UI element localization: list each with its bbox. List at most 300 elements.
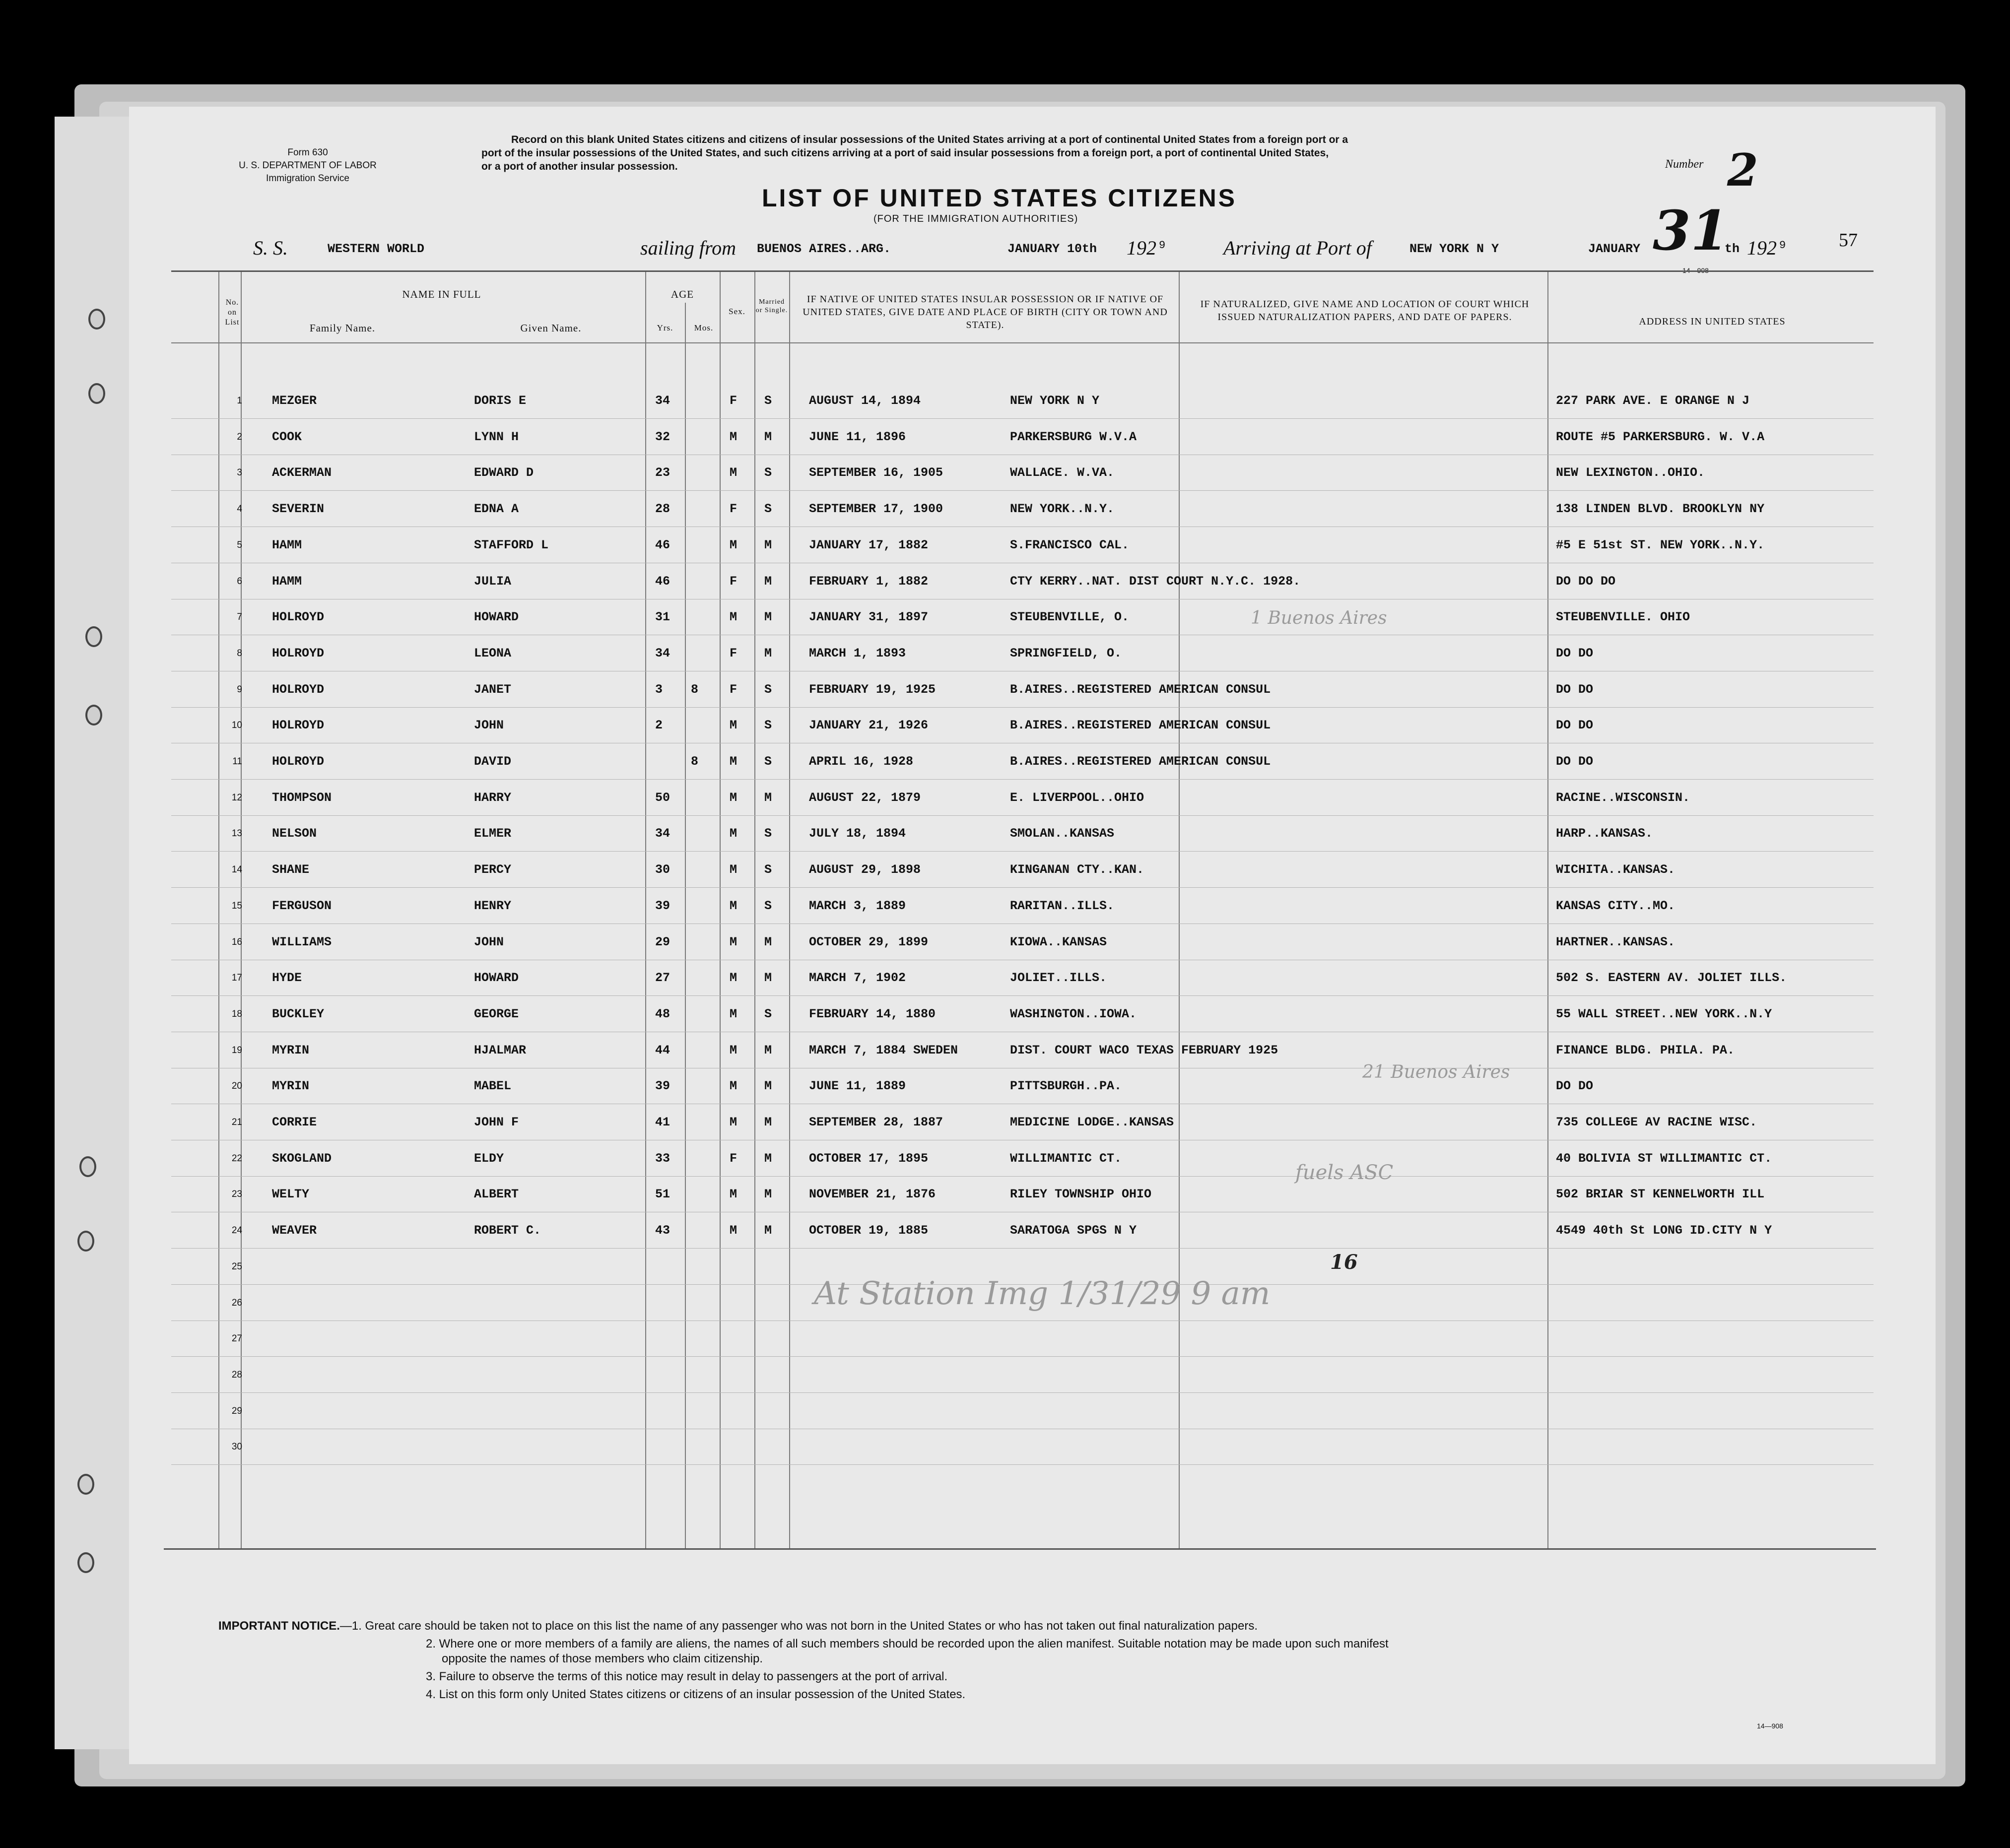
- arrive-year-digit: 9: [1779, 239, 1786, 252]
- ss-label: S. S.: [253, 237, 288, 259]
- cell-family: HAMM: [272, 538, 302, 552]
- cell-addr: DO DO DO: [1556, 574, 1616, 589]
- row-number: 2: [237, 432, 242, 442]
- cell-ms: M: [764, 791, 772, 805]
- cell-yrs: 48: [655, 1007, 670, 1021]
- arriving-label: Arriving at Port of: [1223, 237, 1372, 259]
- cell-sex: F: [730, 682, 737, 697]
- cell-yrs: 43: [655, 1223, 670, 1238]
- cell-date: JANUARY 31, 1897: [809, 610, 929, 624]
- notice-item-1: —1. Great care should be taken not to place on this list the name of any passenger who was not born in the United States or who has not taken out final naturalization papers.: [339, 1619, 1258, 1633]
- sailing-label: sailing from: [640, 237, 736, 259]
- cell-given: ROBERT C.: [474, 1223, 541, 1238]
- cell-family: MYRIN: [272, 1043, 310, 1057]
- cell-given: HOWARD: [474, 610, 519, 624]
- row-rule: [171, 707, 1874, 708]
- cell-date: SEPTEMBER 28, 1887: [809, 1115, 943, 1129]
- cell-given: DORIS E: [474, 394, 527, 408]
- row-number: 24: [231, 1225, 242, 1236]
- cell-sex: M: [730, 718, 737, 732]
- cell-family: WEAVER: [272, 1223, 317, 1238]
- cell-date: FEBRUARY 1, 1882: [809, 574, 929, 589]
- cell-place: E. LIVERPOOL..OHIO: [1010, 791, 1144, 805]
- cell-addr: 40 BOLIVIA ST WILLIMANTIC CT.: [1556, 1151, 1772, 1166]
- row-rule: [171, 1464, 1874, 1465]
- form-info: [218, 146, 397, 185]
- row-number: 4: [237, 504, 242, 514]
- cell-family: CORRIE: [272, 1115, 317, 1129]
- row-number: 8: [237, 648, 242, 659]
- col-divider: [1179, 272, 1180, 1548]
- cell-family: MEZGER: [272, 394, 317, 408]
- cell-family: WILLIAMS: [272, 935, 332, 949]
- cell-yrs: 39: [655, 1079, 670, 1093]
- important-notice: [218, 1619, 1846, 1702]
- cell-mos: 8: [691, 682, 699, 697]
- cell-ms: M: [764, 1043, 772, 1057]
- cell-date: JUNE 11, 1896: [809, 430, 906, 444]
- row-rule: [171, 887, 1874, 888]
- col-header-naturalized: IF NATURALIZED, GIVE NAME AND LOCATION OF COURT WHICH ISSUED NATURALIZATION PAPERS, AND DATE OF PAPERS.: [1200, 299, 1530, 323]
- port-to: NEW YORK N Y: [1409, 242, 1499, 256]
- cell-sex: F: [730, 1151, 737, 1166]
- cell-yrs: 34: [655, 826, 670, 841]
- cell-ms: S: [764, 682, 772, 697]
- cell-given: LYNN H: [474, 430, 519, 444]
- cell-sex: F: [730, 574, 737, 589]
- cell-family: HOLROYD: [272, 754, 325, 769]
- col-header-address: ADDRESS IN UNITED STATES: [1639, 316, 1786, 327]
- cell-date: OCTOBER 19, 1885: [809, 1223, 929, 1238]
- col-divider: [754, 272, 755, 1548]
- cell-yrs: 28: [655, 502, 670, 516]
- arrival-day-handwritten: 31: [1653, 198, 1729, 263]
- row-rule: [171, 1356, 1874, 1357]
- cell-place: STEUBENVILLE, O.: [1010, 610, 1130, 624]
- row-number: 21: [231, 1117, 242, 1127]
- cell-date: MARCH 3, 1889: [809, 899, 906, 913]
- cell-ms: M: [764, 430, 772, 444]
- cell-ms: M: [764, 1151, 772, 1166]
- binder-hole: [88, 309, 105, 330]
- cell-addr: RACINE..WISCONSIN.: [1556, 791, 1690, 805]
- cell-addr: DO DO: [1556, 718, 1594, 732]
- row-rule: [171, 418, 1874, 419]
- cell-place: PARKERSBURG W.V.A: [1010, 430, 1137, 444]
- cell-yrs: 51: [655, 1187, 670, 1201]
- row-number: 7: [237, 612, 242, 622]
- department-name: U. S. DEPARTMENT OF LABOR: [239, 160, 377, 171]
- col-divider: [685, 303, 686, 1548]
- cell-addr: 227 PARK AVE. E ORANGE N J: [1556, 394, 1750, 408]
- cell-family: HYDE: [272, 971, 302, 985]
- row-number: 3: [237, 467, 242, 478]
- row-rule: [171, 995, 1874, 996]
- cell-place: S.FRANCISCO CAL.: [1010, 538, 1130, 552]
- cell-sex: M: [730, 465, 737, 480]
- cell-given: PERCY: [474, 862, 512, 877]
- cell-given: JOHN F: [474, 1115, 519, 1129]
- row-number: 28: [231, 1370, 242, 1380]
- arrive-day-suffix: th: [1725, 242, 1740, 256]
- cell-addr: DO DO: [1556, 646, 1594, 660]
- cell-given: GEORGE: [474, 1007, 519, 1021]
- cell-date: JANUARY 21, 1926: [809, 718, 929, 732]
- row-number: 16: [231, 937, 242, 947]
- cell-ms: S: [764, 502, 772, 516]
- cell-sex: M: [730, 754, 737, 769]
- cell-place: RILEY TOWNSHIP OHIO: [1010, 1187, 1152, 1201]
- col-header-birth: IF NATIVE OF UNITED STATES INSULAR POSSESSION OR IF NATIVE OF UNITED STATES, GIVE DATE AND PLACE OF BIRTH (CITY OR TOWN AND STATE).: [803, 294, 1168, 330]
- row-rule: [171, 1176, 1874, 1177]
- row-number: 14: [231, 864, 242, 875]
- cell-addr: HARTNER..KANSAS.: [1556, 935, 1675, 949]
- table-bottom-border: [164, 1548, 1876, 1550]
- cell-family: SHANE: [272, 862, 310, 877]
- cell-sex: M: [730, 1223, 737, 1238]
- row-number: 10: [231, 720, 242, 730]
- binder-hole: [79, 1156, 96, 1177]
- row-number: 22: [231, 1153, 242, 1164]
- cell-ms: S: [764, 899, 772, 913]
- cell-date: MARCH 7, 1884 SWEDEN: [809, 1043, 958, 1057]
- cell-ms: M: [764, 646, 772, 660]
- cell-family: THOMPSON: [272, 791, 332, 805]
- cell-addr: 502 S. EASTERN AV. JOLIET ILLS.: [1556, 971, 1787, 985]
- cell-ms: M: [764, 1115, 772, 1129]
- record-line-1: Record on this blank United States citizens and citizens of insular possessions of the United States arriving at a port of continental United States from a foreign port or a: [511, 134, 1348, 145]
- cell-family: HOLROYD: [272, 646, 325, 660]
- cell-yrs: 44: [655, 1043, 670, 1057]
- cell-given: DAVID: [474, 754, 512, 769]
- cell-yrs: 3: [655, 682, 663, 697]
- cell-yrs: 50: [655, 791, 670, 805]
- cell-given: EDNA A: [474, 502, 519, 516]
- col-header-age: AGE: [670, 288, 694, 300]
- cell-given: STAFFORD L: [474, 538, 549, 552]
- port-from: BUENOS AIRES..ARG.: [757, 242, 891, 256]
- cell-addr: HARP..KANSAS.: [1556, 826, 1653, 841]
- cell-place: SPRINGFIELD, O.: [1010, 646, 1122, 660]
- sail-date: JANUARY 10th: [1007, 242, 1097, 256]
- cell-addr: ROUTE #5 PARKERSBURG. W. V.A: [1556, 430, 1765, 444]
- record-line-3: or a port of another insular possession.: [481, 161, 678, 172]
- cell-place: RARITAN..ILLS.: [1010, 899, 1115, 913]
- cell-sex: M: [730, 971, 737, 985]
- cell-date: JULY 18, 1894: [809, 826, 906, 841]
- cell-date: APRIL 16, 1928: [809, 754, 914, 769]
- cell-sex: F: [730, 502, 737, 516]
- cell-sex: M: [730, 538, 737, 552]
- col-divider: [645, 272, 646, 1548]
- cell-ms: S: [764, 826, 772, 841]
- cell-place: B.AIRES..REGISTERED AMERICAN CONSUL: [1010, 718, 1271, 732]
- page-number: 57: [1839, 230, 1858, 251]
- cell-yrs: 41: [655, 1115, 670, 1129]
- cell-family: WELTY: [272, 1187, 310, 1201]
- notice-item-2: 2. Where one or more members of a family are aliens, the names of all such members should be recorded upon the alien manifest. Suitable notation may be made upon such manifest: [426, 1637, 1389, 1650]
- col-header-sex: Sex.: [729, 307, 745, 316]
- cell-given: ELDY: [474, 1151, 504, 1166]
- row-rule: [171, 490, 1874, 491]
- row-rule: [171, 851, 1874, 852]
- cell-sex: M: [730, 899, 737, 913]
- row-rule: [171, 1248, 1874, 1249]
- col-header-mos: Mos.: [694, 323, 714, 332]
- cell-date: OCTOBER 17, 1895: [809, 1151, 929, 1166]
- binder-hole: [77, 1474, 94, 1495]
- cell-sex: M: [730, 1079, 737, 1093]
- cell-ms: M: [764, 1223, 772, 1238]
- cell-sex: M: [730, 791, 737, 805]
- cell-date: AUGUST 29, 1898: [809, 862, 921, 877]
- year-prefix: 192: [1127, 237, 1156, 259]
- table-top-border: [171, 270, 1874, 272]
- cell-sex: M: [730, 610, 737, 624]
- handwritten-sixteen: 16: [1330, 1251, 1358, 1274]
- cell-place: JOLIET..ILLS.: [1010, 971, 1107, 985]
- cell-given: JOHN: [474, 935, 504, 949]
- record-instructions: [481, 133, 1608, 173]
- form-number: Form 630: [287, 147, 328, 158]
- row-number: 15: [231, 901, 242, 911]
- cell-addr: KANSAS CITY..MO.: [1556, 899, 1675, 913]
- row-rule: [171, 1392, 1874, 1393]
- cell-addr: NEW LEXINGTON..OHIO.: [1556, 465, 1705, 480]
- year-digit: 9: [1159, 239, 1166, 252]
- cell-family: HOLROYD: [272, 718, 325, 732]
- cell-addr: 4549 40th St LONG ID.CITY N Y: [1556, 1223, 1772, 1238]
- cell-yrs: 31: [655, 610, 670, 624]
- number-label: Number: [1665, 158, 1704, 171]
- col-header-name-in-full: NAME IN FULL: [402, 288, 481, 300]
- col-divider: [720, 272, 721, 1548]
- cell-ms: S: [764, 465, 772, 480]
- cell-place: B.AIRES..REGISTERED AMERICAN CONSUL: [1010, 682, 1271, 697]
- cell-date: OCTOBER 29, 1899: [809, 935, 929, 949]
- page-subtitle: (FOR THE IMMIGRATION AUTHORITIES): [873, 213, 1078, 224]
- cell-sex: F: [730, 394, 737, 408]
- row-number: 29: [231, 1406, 242, 1416]
- row-number: 20: [231, 1081, 242, 1091]
- cell-place: WALLACE. W.VA.: [1010, 465, 1115, 480]
- handwritten-note-row7: 1 Buenos Aires: [1251, 608, 1387, 628]
- row-number: 30: [231, 1442, 242, 1452]
- col-header-family-name: Family Name.: [309, 322, 376, 334]
- handwritten-note-row19: 21 Buenos Aires: [1362, 1062, 1510, 1082]
- cell-date: MARCH 1, 1893: [809, 646, 906, 660]
- cell-given: HARRY: [474, 791, 512, 805]
- cell-ms: M: [764, 538, 772, 552]
- cell-addr: 55 WALL STREET..NEW YORK..N.Y: [1556, 1007, 1772, 1021]
- cell-place: KIOWA..KANSAS: [1010, 935, 1107, 949]
- cell-place: WILLIMANTIC CT.: [1010, 1151, 1122, 1166]
- cell-place: WASHINGTON..IOWA.: [1010, 1007, 1137, 1021]
- cell-yrs: 39: [655, 899, 670, 913]
- row-rule: [171, 1320, 1874, 1321]
- binder-hole: [88, 383, 105, 404]
- cell-date: SEPTEMBER 16, 1905: [809, 465, 943, 480]
- cell-given: HOWARD: [474, 971, 519, 985]
- cell-sex: F: [730, 646, 737, 660]
- cell-family: HOLROYD: [272, 682, 325, 697]
- cell-date: AUGUST 14, 1894: [809, 394, 921, 408]
- row-number: 1: [237, 396, 242, 406]
- cell-ms: S: [764, 718, 772, 732]
- cell-place: KINGANAN CTY..KAN.: [1010, 862, 1144, 877]
- cell-given: HENRY: [474, 899, 512, 913]
- notice-label: IMPORTANT NOTICE.: [218, 1619, 340, 1633]
- cell-yrs: 23: [655, 465, 670, 480]
- row-number: 19: [231, 1045, 242, 1056]
- cell-date: MARCH 7, 1902: [809, 971, 906, 985]
- cell-yrs: 32: [655, 430, 670, 444]
- cell-place: MEDICINE LODGE..KANSAS: [1010, 1115, 1174, 1129]
- cell-yrs: 30: [655, 862, 670, 877]
- cell-addr: #5 E 51st ST. NEW YORK..N.Y.: [1556, 538, 1765, 552]
- cell-addr: DO DO: [1556, 682, 1594, 697]
- cell-family: SEVERIN: [272, 502, 325, 516]
- cell-family: ACKERMAN: [272, 465, 332, 480]
- cell-given: EDWARD D: [474, 465, 534, 480]
- cell-yrs: 46: [655, 538, 670, 552]
- arrive-year-prefix: 192: [1747, 237, 1777, 259]
- cell-date: NOVEMBER 21, 1876: [809, 1187, 936, 1201]
- record-line-2: port of the insular possessions of the United States, and such citizens arriving at a port of said insular possessions from a foreign port, a port of continental United States,: [481, 147, 1329, 159]
- row-number: 9: [237, 684, 242, 695]
- cell-family: FERGUSON: [272, 899, 332, 913]
- header-bottom-border: [171, 342, 1874, 343]
- cell-ms: S: [764, 1007, 772, 1021]
- row-number: 23: [231, 1189, 242, 1199]
- cell-addr: STEUBENVILLE. OHIO: [1556, 610, 1690, 624]
- notice-item-4: 4. List on this form only United States citizens or citizens of an insular possession of the United States.: [426, 1688, 966, 1701]
- number-value: 2: [1727, 144, 1758, 197]
- row-number: 17: [231, 973, 242, 983]
- cell-yrs: 34: [655, 646, 670, 660]
- cell-sex: M: [730, 1007, 737, 1021]
- row-rule: [171, 815, 1874, 816]
- row-number: 12: [231, 792, 242, 803]
- cell-given: ALBERT: [474, 1187, 519, 1201]
- cell-place: NEW YORK..N.Y.: [1010, 502, 1115, 516]
- cell-family: NELSON: [272, 826, 317, 841]
- cell-date: JANUARY 17, 1882: [809, 538, 929, 552]
- cell-ms: S: [764, 394, 772, 408]
- cell-given: JOHN: [474, 718, 504, 732]
- cell-given: JULIA: [474, 574, 512, 589]
- cell-sex: M: [730, 1115, 737, 1129]
- handwritten-note-row22: fuels ASC: [1295, 1161, 1394, 1184]
- cell-mos: 8: [691, 754, 699, 769]
- cell-given: ELMER: [474, 826, 512, 841]
- cell-addr: 502 BRIAR ST KENNELWORTH ILL: [1556, 1187, 1765, 1201]
- cell-ms: M: [764, 935, 772, 949]
- row-number: 25: [231, 1261, 242, 1272]
- cell-yrs: 46: [655, 574, 670, 589]
- cell-addr: 138 LINDEN BLVD. BROOKLYN NY: [1556, 502, 1765, 516]
- cell-sex: M: [730, 862, 737, 877]
- cell-date: AUGUST 22, 1879: [809, 791, 921, 805]
- cell-family: MYRIN: [272, 1079, 310, 1093]
- cell-yrs: 34: [655, 394, 670, 408]
- binder-hole: [77, 1231, 94, 1252]
- cell-addr: DO DO: [1556, 1079, 1594, 1093]
- col-header-yrs: Yrs.: [657, 323, 673, 332]
- cell-family: HOLROYD: [272, 610, 325, 624]
- cell-ms: M: [764, 1079, 772, 1093]
- cell-place: DIST. COURT WACO TEXAS FEBRUARY 1925: [1010, 1043, 1278, 1057]
- cell-date: FEBRUARY 14, 1880: [809, 1007, 936, 1021]
- notice-item-3: 3. Failure to observe the terms of this notice may result in delay to passengers at the port of arrival.: [426, 1670, 948, 1683]
- row-number: 26: [231, 1298, 242, 1308]
- cell-yrs: 33: [655, 1151, 670, 1166]
- binder-hole: [77, 1552, 94, 1573]
- row-number: 13: [231, 828, 242, 839]
- cell-family: HAMM: [272, 574, 302, 589]
- row-number: 6: [237, 576, 242, 587]
- cell-date: FEBRUARY 19, 1925: [809, 682, 936, 697]
- cell-sex: M: [730, 935, 737, 949]
- cell-place: NEW YORK N Y: [1010, 394, 1100, 408]
- cell-addr: FINANCE BLDG. PHILA. PA.: [1556, 1043, 1735, 1057]
- binder-hole: [85, 626, 102, 647]
- cell-yrs: 2: [655, 718, 663, 732]
- cell-place: PITTSBURGH..PA.: [1010, 1079, 1122, 1093]
- service-name: Immigration Service: [266, 173, 349, 184]
- notice-item-2-cont: opposite the names of those members who claim citizenship.: [442, 1652, 763, 1665]
- cell-ms: S: [764, 862, 772, 877]
- cell-sex: M: [730, 430, 737, 444]
- row-number: 27: [231, 1333, 242, 1344]
- cell-ms: S: [764, 754, 772, 769]
- cell-given: LEONA: [474, 646, 512, 660]
- cell-date: SEPTEMBER 17, 1900: [809, 502, 943, 516]
- ship-name: WESTERN WORLD: [328, 242, 425, 256]
- row-number: 11: [232, 756, 242, 767]
- cell-yrs: 27: [655, 971, 670, 985]
- col-header-no: No. on List: [225, 298, 240, 327]
- footer-code: 14—908: [1757, 1722, 1783, 1730]
- col-header-married: Married or Single.: [755, 298, 788, 314]
- arrive-date: JANUARY: [1588, 242, 1641, 256]
- cell-ms: M: [764, 610, 772, 624]
- cell-sex: M: [730, 826, 737, 841]
- cell-given: JANET: [474, 682, 512, 697]
- cell-given: HJALMAR: [474, 1043, 527, 1057]
- binder-hole: [85, 705, 102, 726]
- cell-place: SMOLAN..KANSAS: [1010, 826, 1115, 841]
- cell-yrs: 29: [655, 935, 670, 949]
- cell-date: JUNE 11, 1889: [809, 1079, 906, 1093]
- page-title: LIST OF UNITED STATES CITIZENS: [762, 184, 1237, 212]
- cell-sex: M: [730, 1187, 737, 1201]
- cell-ms: M: [764, 971, 772, 985]
- cell-family: SKOGLAND: [272, 1151, 332, 1166]
- cell-place: SARATOGA SPGS N Y: [1010, 1223, 1137, 1238]
- cell-family: COOK: [272, 430, 302, 444]
- col-divider: [1547, 272, 1548, 1548]
- cell-place: CTY KERRY..NAT. DIST COURT N.Y.C. 1928.: [1010, 574, 1301, 589]
- cell-family: BUCKLEY: [272, 1007, 325, 1021]
- row-number: 5: [237, 540, 242, 550]
- row-number: 18: [231, 1009, 242, 1019]
- col-divider: [218, 272, 219, 1548]
- cell-given: MABEL: [474, 1079, 512, 1093]
- cell-sex: M: [730, 1043, 737, 1057]
- col-divider: [789, 272, 790, 1548]
- cell-place: B.AIRES..REGISTERED AMERICAN CONSUL: [1010, 754, 1271, 769]
